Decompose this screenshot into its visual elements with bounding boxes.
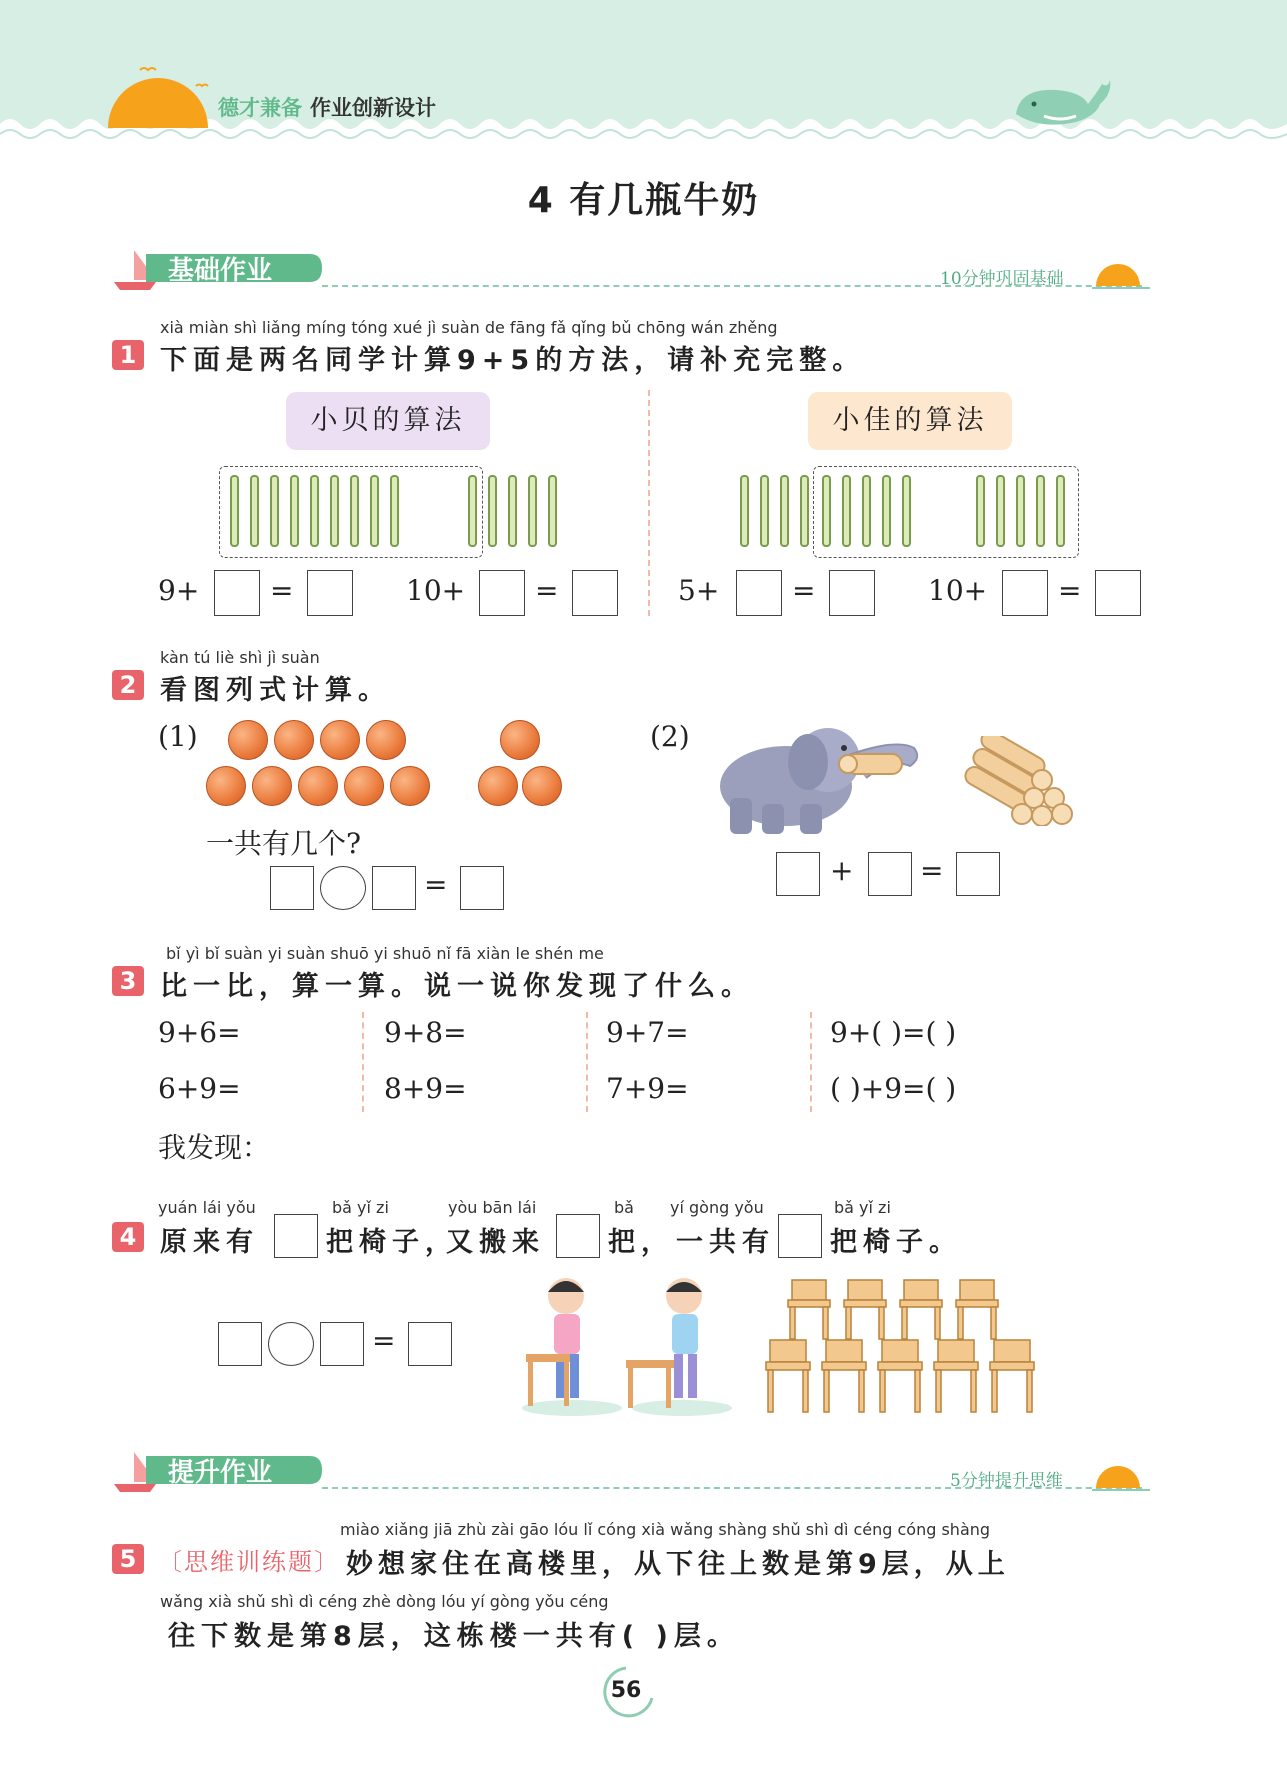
basic-section-time: 10分钟巩固基础 xyxy=(940,269,1064,289)
q3-expression[interactable]: ( )+9=( ) xyxy=(830,1072,957,1105)
q1-right-eq1-label: 5+ xyxy=(678,574,720,607)
q1-answer-box[interactable] xyxy=(214,570,260,616)
q1-right-eq2-label: 10+ xyxy=(928,574,988,607)
logs-icon xyxy=(958,736,1076,826)
q4-number: 4 xyxy=(112,1222,144,1252)
q4-answer-box[interactable] xyxy=(778,1214,822,1258)
q2-plus: + xyxy=(830,854,854,887)
q1-answer-box[interactable] xyxy=(572,570,618,616)
q1-pinyin: xià miàn shì liǎng míng tóng xué jì suàn de fāng fǎ qǐng bǔ chōng wán zhěng xyxy=(160,318,778,337)
q3-pinyin: bǐ yì bǐ suàn yi suàn shuō yi shuō nǐ fā xiàn le shén me xyxy=(166,944,604,963)
children-carrying-chairs-icon xyxy=(516,1270,736,1420)
q1-answer-box[interactable] xyxy=(829,570,875,616)
q2-part1-question: 一共有几个? xyxy=(206,827,362,860)
q2-number: 2 xyxy=(112,670,144,700)
q1-right-title: 小佳的算法 xyxy=(808,392,1012,450)
q3-divider xyxy=(586,1012,588,1112)
q2-part2-label: (2) xyxy=(650,720,690,753)
q2-answer-box[interactable] xyxy=(270,866,314,910)
q2-answer-box[interactable] xyxy=(372,866,416,910)
q4-answer-box[interactable] xyxy=(320,1322,364,1366)
brand-green: 德才兼备 xyxy=(218,96,302,120)
q2-answer-box[interactable] xyxy=(868,852,912,896)
q3-found-label: 我发现： xyxy=(158,1131,271,1164)
q1-number: 1 xyxy=(112,340,144,370)
q2-pinyin: kàn tú liè shì jì suàn xyxy=(160,648,320,667)
q4-pinyin: bǎ xyxy=(614,1198,634,1217)
q1-answer-box[interactable] xyxy=(479,570,525,616)
q1-left-eq1-label: 9+ xyxy=(158,574,200,607)
q4-pinyin: yí gòng yǒu xyxy=(670,1198,764,1217)
q2-equals: = xyxy=(424,868,448,901)
q3-divider xyxy=(362,1012,364,1112)
q4-answer-box[interactable] xyxy=(274,1214,318,1258)
q1-answer-box[interactable] xyxy=(736,570,782,616)
small-sun-icon xyxy=(1092,256,1150,296)
q2-operator-circle[interactable] xyxy=(320,866,366,910)
q4-text: 一共有 xyxy=(676,1227,775,1258)
brand-dark: 作业创新设计 xyxy=(310,96,436,120)
brand xyxy=(218,92,436,122)
whale-icon xyxy=(1010,74,1114,132)
advanced-section-time: 5分钟提升思维 xyxy=(950,1471,1063,1491)
q1-equals: = xyxy=(792,574,816,607)
q3-number: 3 xyxy=(112,966,144,996)
q1-left-eq2-label: 10+ xyxy=(406,574,466,607)
q3-divider xyxy=(810,1012,812,1112)
q3-expression: 9+6= xyxy=(158,1016,241,1049)
q5-line2[interactable]: 往下数是第8层，这栋楼一共有( )层。 xyxy=(168,1621,740,1652)
q1-equals: = xyxy=(270,574,294,607)
q4-pinyin: bǎ yǐ zi xyxy=(332,1198,389,1217)
q4-pinyin: yuán lái yǒu xyxy=(158,1198,256,1217)
q4-text: 把椅子， xyxy=(326,1227,458,1258)
q3-expression: 6+9= xyxy=(158,1072,241,1105)
q1-equals: = xyxy=(535,574,559,607)
q1-left-title: 小贝的算法 xyxy=(286,392,490,450)
q3-expression: 9+8= xyxy=(384,1016,467,1049)
q5-tag: 〔思维训练题〕 xyxy=(158,1548,340,1576)
q4-text: 把椅子。 xyxy=(830,1227,962,1258)
q4-pinyin: bǎ yǐ zi xyxy=(834,1198,891,1217)
q1-equals: = xyxy=(1058,574,1082,607)
elephant-icon xyxy=(696,718,926,838)
q4-pinyin: yòu bān lái xyxy=(448,1198,537,1217)
q4-answer-box[interactable] xyxy=(556,1214,600,1258)
q3-expression: 9+7= xyxy=(606,1016,689,1049)
q1-answer-box[interactable] xyxy=(1095,570,1141,616)
q3-expression: 8+9= xyxy=(384,1072,467,1105)
advanced-section-label: 提升作业 xyxy=(168,1458,273,1488)
chairs-icon xyxy=(762,1276,1042,1416)
sun-icon xyxy=(100,58,220,130)
q1-text: 下面是两名同学计算9+5的方法，请补充完整。 xyxy=(160,345,866,376)
q1-answer-box[interactable] xyxy=(307,570,353,616)
q5-pinyin: wǎng xià shǔ shì dì céng zhè dòng lóu yí gòng yǒu céng xyxy=(160,1592,609,1611)
q3-text: 比一比，算一算。说一说你发现了什么。 xyxy=(160,971,754,1002)
q4-text: 又搬来 xyxy=(446,1227,545,1258)
basic-section-label: 基础作业 xyxy=(168,256,273,286)
q4-operator-circle[interactable] xyxy=(268,1322,314,1366)
q1-answer-box[interactable] xyxy=(1002,570,1048,616)
q2-answer-box[interactable] xyxy=(776,852,820,896)
q2-equals: = xyxy=(920,854,944,887)
page-title: 4 有几瓶牛奶 xyxy=(527,180,760,221)
q3-expression[interactable]: 9+( )=( ) xyxy=(830,1016,957,1049)
q5-line1: 妙想家住在高楼里，从下往上数是第9层，从上 xyxy=(346,1549,1010,1580)
q2-answer-box[interactable] xyxy=(460,866,504,910)
q2-part1-label: (1) xyxy=(158,720,198,753)
small-sun-icon xyxy=(1092,1458,1150,1498)
q2-text: 看图列式计算。 xyxy=(160,675,391,706)
q4-answer-box[interactable] xyxy=(408,1322,452,1366)
q4-text: 原来有 xyxy=(160,1227,259,1258)
q3-expression: 7+9= xyxy=(606,1072,689,1105)
q2-answer-box[interactable] xyxy=(956,852,1000,896)
q5-number: 5 xyxy=(112,1544,144,1574)
page-number: 56 xyxy=(610,1678,642,1703)
q5-pinyin: miào xiǎng jiā zhù zài gāo lóu lǐ cóng xià wǎng shàng shǔ shì dì céng cóng shàng xyxy=(340,1520,991,1539)
q4-equals: = xyxy=(372,1324,396,1357)
q4-text: 把， xyxy=(608,1227,674,1258)
q4-answer-box[interactable] xyxy=(218,1322,262,1366)
q1-divider xyxy=(648,390,650,616)
